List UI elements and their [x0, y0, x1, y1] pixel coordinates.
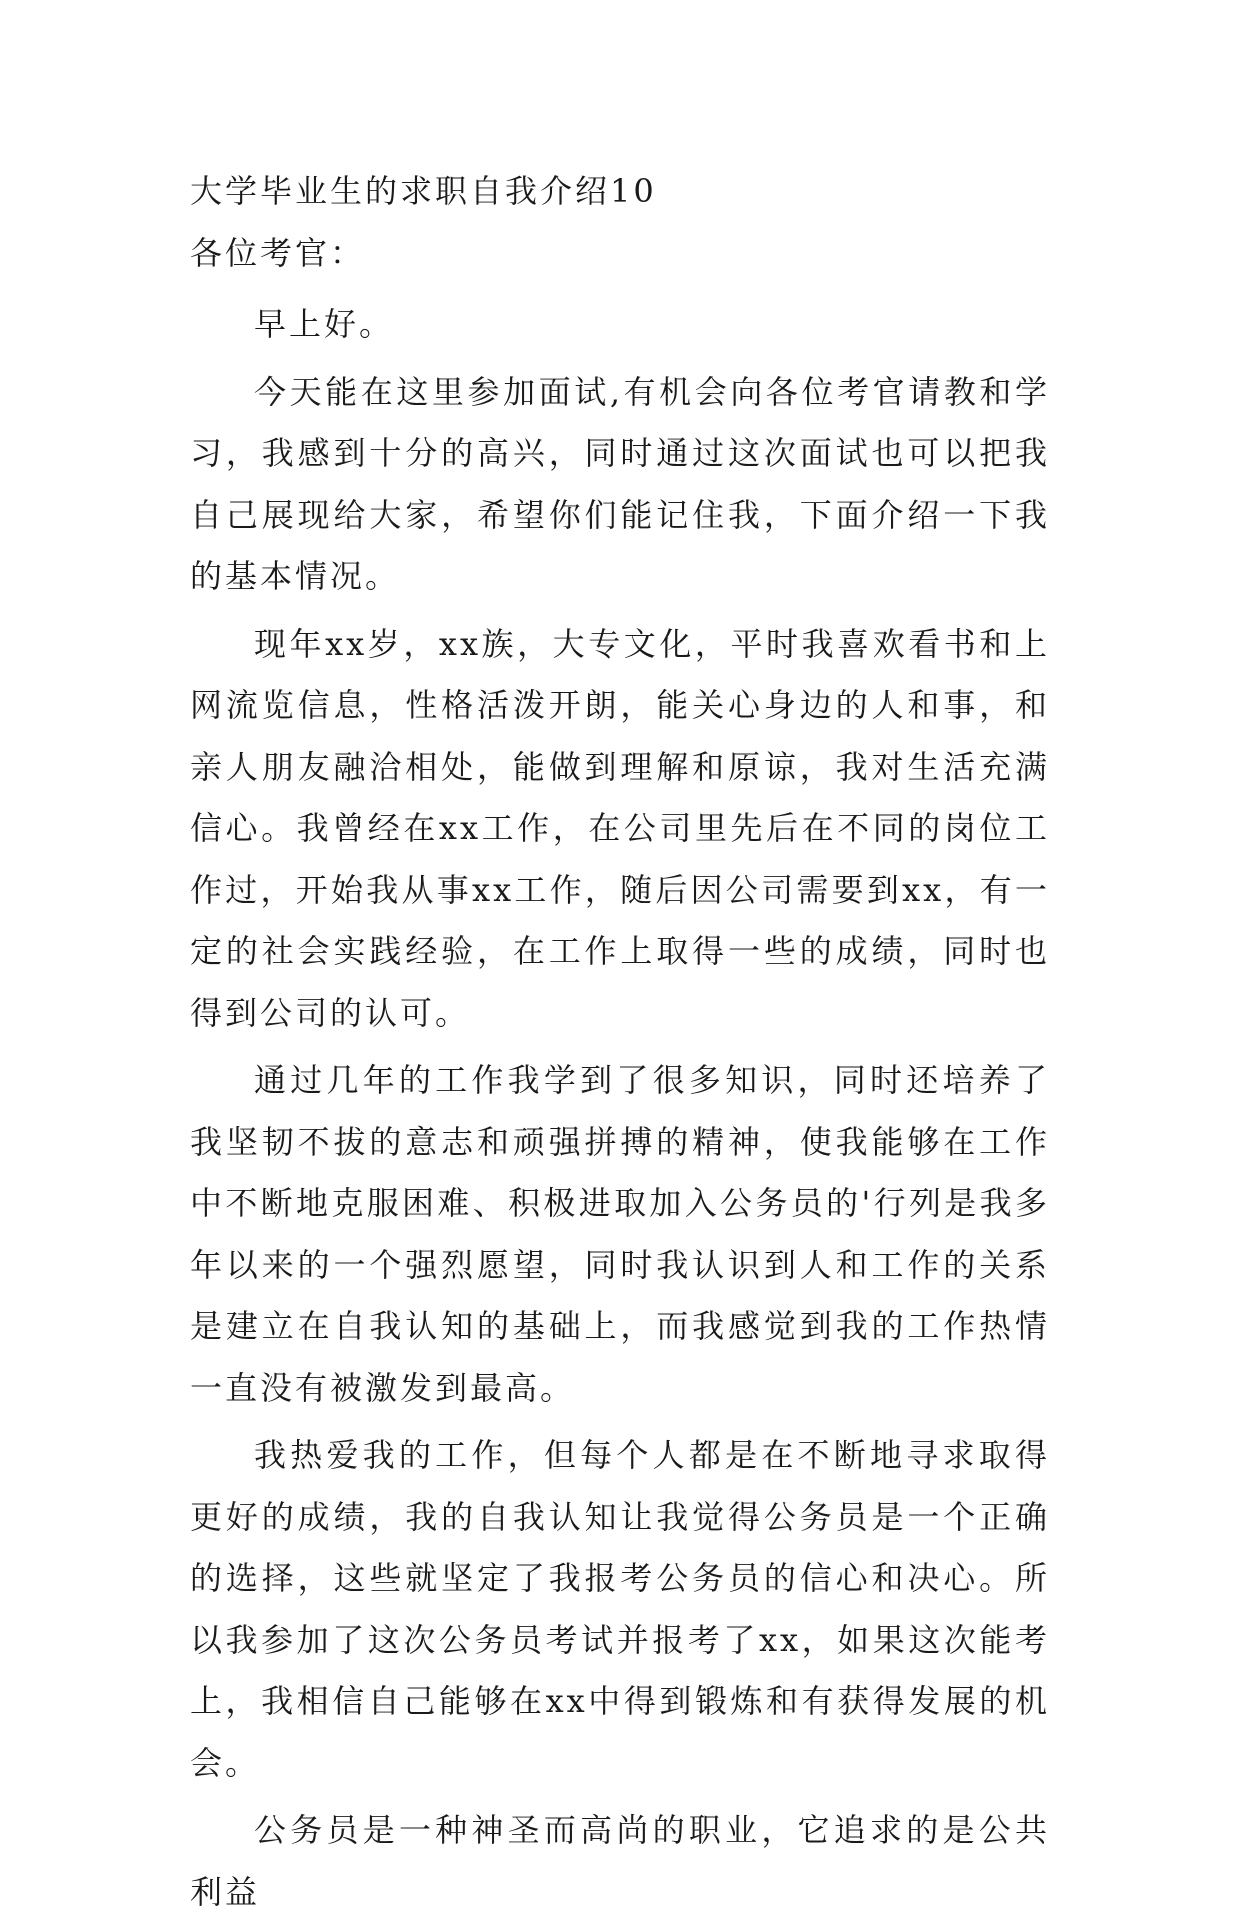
paragraph-civil-service: 公务员是一种神圣而高尚的职业，它追求的是公共利益 — [190, 1811, 1050, 1911]
paragraph-experience: 通过几年的工作我学到了很多知识，同时还培养了我坚韧不拔的意志和顽强拼搏的精神，使我能够在工作中不断地克服困难、积极进取加入公务员的'行列是我多年以来的一个强烈愿望，同时我认识到人和工作的关系是建立在自我认知的基础上，而我感觉到我的工作热情一直没有被激发到最高。 — [190, 1061, 1050, 1407]
paragraph-motivation: 我热爱我的工作，但每个人都是在不断地寻求取得更好的成绩，我的自我认知让我觉得公务员是一个正确的选择，这些就坚定了我报考公务员的信心和决心。所以我参加了这次公务员考试并报考了xx，如果这次能考上，我相信自己能够在xx中得到锻炼和有获得发展的机会。 — [190, 1436, 1050, 1782]
salutation: 各位考官： — [190, 234, 366, 272]
paragraph-intro: 今天能在这里参加面试,有机会向各位考官请教和学习，我感到十分的高兴，同时通过这次面试也可以把我自己展现给大家，希望你们能记住我，下面介绍一下我的基本情况。 — [190, 372, 1050, 595]
document-title: 大学毕业生的求职自我介绍10 — [190, 172, 657, 210]
paragraph-background: 现年xx岁，xx族，大专文化，平时我喜欢看书和上网流览信息，性格活泼开朗，能关心身边的人和事，和亲人朋友融洽相处，能做到理解和原谅，我对生活充满信心。我曾经在xx工作，在公司里先后在不同的岗位工作过，开始我从事xx工作，随后因公司需要到xx，有一定的社会实践经验，在工作上取得一些的成绩，同时也得到公司的认可。 — [190, 624, 1050, 1032]
document-body — [190, 160, 1050, 1923]
paragraph-greeting: 早上好。 — [254, 305, 395, 343]
